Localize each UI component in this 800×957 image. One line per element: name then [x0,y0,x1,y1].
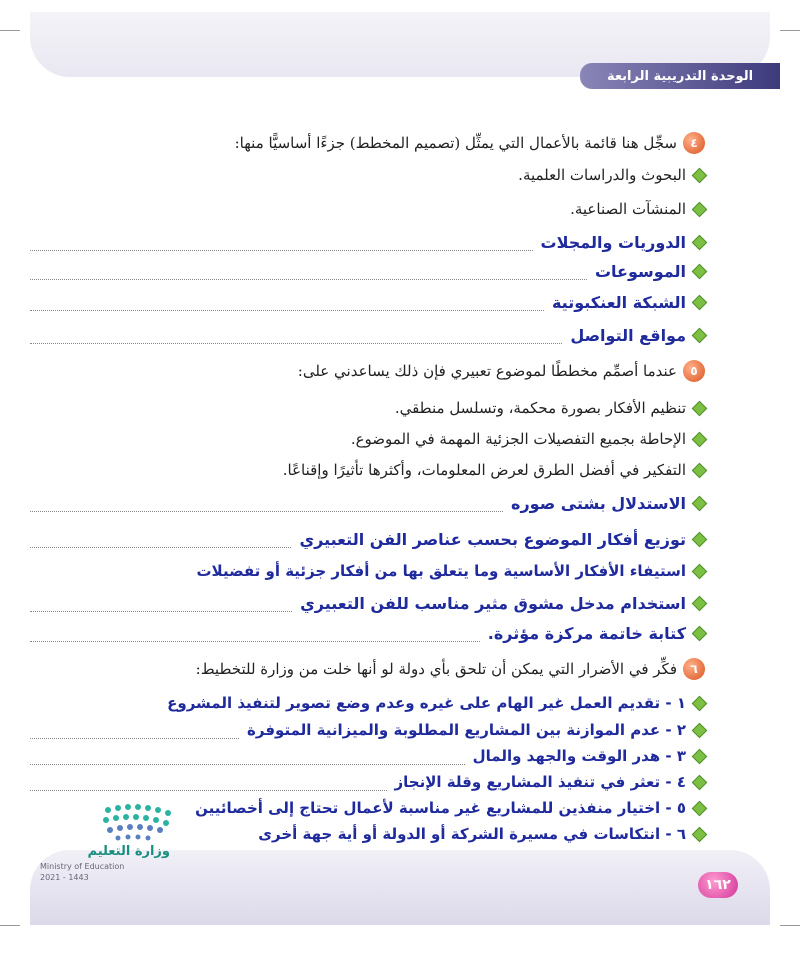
answer-line[interactable] [30,489,705,517]
dotted-line [30,342,562,344]
crop-mark [780,925,800,926]
q4-printed-item: المنشآت الصناعية. [570,200,686,218]
q4-number-badge: ٤ [683,132,705,154]
q6-answer: ٣ - هدر الوقت والجهد والمال [472,747,686,765]
q4-answer: الدوريات والمجلات [540,232,686,252]
diamond-bullet-icon [692,595,708,611]
q5-answer: الاستدلال بشتى صوره [511,493,686,513]
diamond-bullet-icon [692,495,708,511]
q5-answer: كتابة خاتمة مركزة مؤثرة. [487,623,686,643]
q6-answer: ٤ - تعثر في تنفيذ المشاريع وقلة الإنجاز [394,773,686,791]
answer-line[interactable] [30,689,705,717]
q5-prompt: عندما أصمِّم مخططًا لموضوع تعبيري فإن ذلك يساعدني على: [297,362,677,380]
diamond-bullet-icon [692,201,708,217]
diamond-bullet-icon [692,431,708,447]
edition-year: 2021 - 1443 [40,873,89,882]
diamond-bullet-icon [692,294,708,310]
diamond-bullet-icon [692,531,708,547]
q6-number-badge: ٦ [683,658,705,680]
crop-mark [780,30,800,31]
diamond-bullet-icon [692,400,708,416]
diamond-bullet-icon [692,167,708,183]
answer-line[interactable] [30,525,705,553]
crop-mark [0,30,20,31]
q6-answer: ٦ - انتكاسات في مسيرة الشركة أو الدولة أو أية جهة أخرى [258,825,686,843]
answer-line[interactable] [30,257,705,285]
dotted-line [30,510,503,512]
answer-line[interactable] [30,288,705,316]
diamond-bullet-icon [692,263,708,279]
q5-number-badge: ٥ [683,360,705,382]
q6-answer: ٥ - اختيار منفذين للمشاريع غير مناسبة لأعمال تحتاج إلى أخصائيين [195,799,686,817]
q5-printed-item: التفكير في أفضل الطرق لعرض المعلومات، وأكثرها تأثيرًا وإقناعًا. [282,461,686,479]
diamond-bullet-icon [692,234,708,250]
ministry-name-ar: وزارة التعليم [87,844,170,859]
q5-printed-item: الإحاطة بجميع التفصيلات الجزئية المهمة في الموضوع. [350,430,686,448]
diamond-bullet-icon [692,625,708,641]
dotted-line [30,309,544,311]
list-item [30,394,705,422]
q5-answer: توزيع أفكار الموضوع بحسب عناصر الفن التعبيري [299,529,686,549]
answer-line[interactable] [30,742,705,770]
q5-answer: استيفاء الأفكار الأساسية وما يتعلق بها من أفكار جزئية أو تفضيلات [196,562,686,580]
diamond-bullet-icon [692,800,708,816]
unit-title: الوحدة التدريبية الرابعة [606,68,754,84]
dotted-line [30,278,587,280]
diamond-bullet-icon [692,826,708,842]
list-item [30,425,705,453]
answer-line[interactable] [30,716,705,744]
q6-prompt: فكِّر في الأضرار التي يمكن أن تلحق بأي دولة لو أنها خلت من وزارة للتخطيط: [195,660,677,678]
q4-prompt: سجِّل هنا قائمة بالأعمال التي يمثِّل (تصميم المخطط) جزءًا أساسيًّا منها: [234,134,677,152]
q4-answer: مواقع التواصل [570,325,686,345]
diamond-bullet-icon [692,695,708,711]
diamond-bullet-icon [692,748,708,764]
diamond-bullet-icon [692,462,708,478]
q4-answer: الشبكة العنكبوتية [551,292,686,312]
answer-line[interactable] [30,768,705,796]
dotted-line [30,789,387,791]
dotted-line [30,737,239,739]
diamond-bullet-icon [692,327,708,343]
list-item [30,456,705,484]
q5-printed-item: تنظيم الأفكار بصورة محكمة، وتسلسل منطقي. [394,399,686,417]
dotted-line [30,546,291,548]
answer-line[interactable] [30,619,705,647]
answer-line[interactable] [30,589,705,617]
ministry-logo [40,800,200,885]
logo-dots-icon [98,800,188,844]
dotted-line [30,610,292,612]
diamond-bullet-icon [692,563,708,579]
q4-printed-item: البحوث والدراسات العلمية. [518,166,686,184]
q5-answer: استخدام مدخل مشوق مثير مناسب للفن التعبيري [300,593,686,613]
q4-answer: الموسوعات [594,261,686,281]
unit-title-banner [580,63,780,89]
diamond-bullet-icon [692,774,708,790]
diamond-bullet-icon [692,722,708,738]
crop-mark [0,925,20,926]
dotted-line [30,763,465,765]
page-number: ١٦٢ [705,877,731,893]
answer-line[interactable] [30,228,705,256]
dotted-line [30,249,533,251]
q6-prompt-row [30,655,705,683]
answer-line[interactable] [30,557,705,585]
list-item [30,195,705,223]
answer-line[interactable] [30,321,705,349]
page-number-badge [698,872,738,898]
list-item [30,161,705,189]
q4-prompt-row [30,129,705,157]
q6-answer: ٢ - عدم الموازنة بين المشاريع المطلوبة والميزانية المتوفرة [247,721,686,739]
ministry-name-en: Ministry of Education [40,862,125,871]
dotted-line [30,640,480,642]
q6-answer: ١ - تقديم العمل غير الهام على غيره وعدم وضع تصوير لتنفيذ المشروع [167,694,686,712]
q5-prompt-row [30,357,705,385]
